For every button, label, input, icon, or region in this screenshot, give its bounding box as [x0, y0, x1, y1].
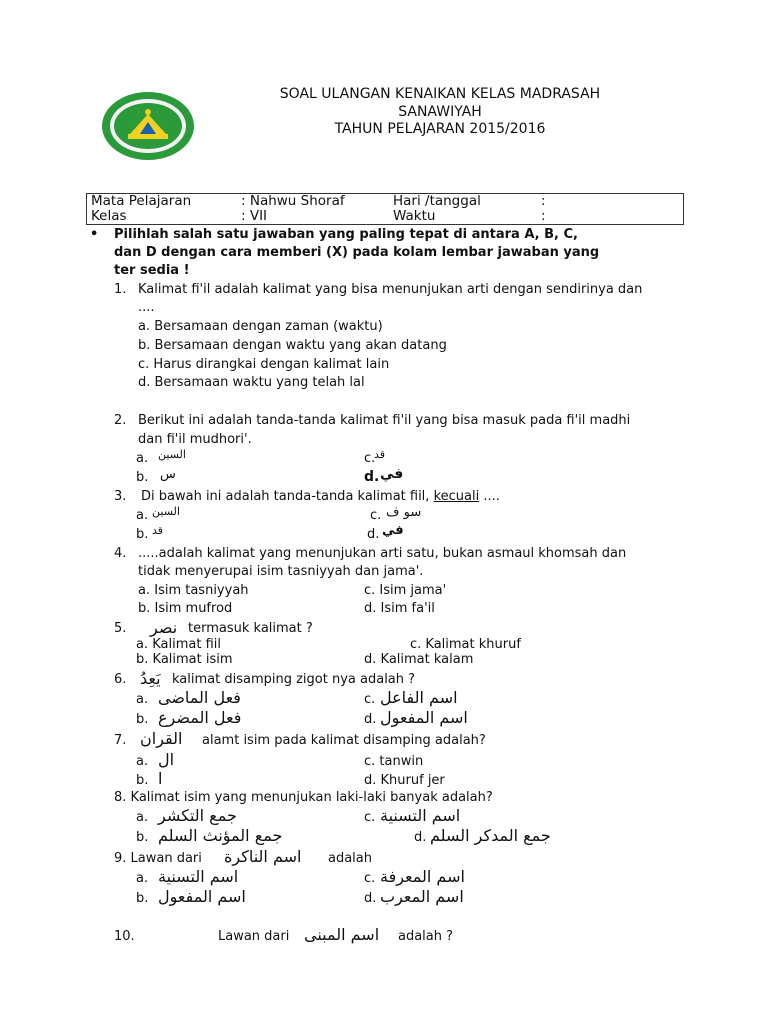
- instruction-line-2: dan D dengan cara memberi (X) pada kolam lembar jawaban yang: [114, 245, 600, 260]
- q6-option-c-arabic: اسم الفاعل: [380, 688, 458, 707]
- q3-option-c-label: c.: [370, 508, 382, 523]
- q3-text-kecuali: kecuali: [433, 489, 480, 504]
- q7-option-a-arabic: ال: [158, 750, 175, 769]
- q8-option-a-arabic: جمع التكشر: [158, 806, 237, 825]
- q8-option-a-label: a.: [136, 810, 149, 825]
- q6-option-b-label: b.: [136, 712, 149, 727]
- kelas-label: Kelas: [91, 208, 127, 224]
- q8-option-c-label: c.: [364, 810, 376, 825]
- q3-text-post: ....: [483, 489, 500, 504]
- q7-number: 7.: [114, 733, 127, 748]
- q3-option-b-label: b.: [136, 527, 149, 542]
- q1-option-c: c. Harus dirangkai dengan kalimat lain: [138, 357, 390, 372]
- q9-option-d-label: d.: [364, 891, 377, 906]
- mapel-label: Mata Pelajaran: [91, 193, 192, 209]
- q2-option-c-label: c.: [364, 451, 376, 466]
- q2-text-2: dan fi'il mudhori'.: [138, 432, 252, 447]
- q2-option-a-label: a.: [136, 451, 149, 466]
- kelas-value: : VII: [241, 208, 268, 224]
- q5-text: termasuk kalimat ?: [188, 621, 313, 636]
- q1-option-d: d. Bersamaan waktu yang telah lal: [138, 375, 365, 390]
- q9-option-c-label: c.: [364, 871, 376, 886]
- q5-arabic: نصر: [150, 618, 178, 637]
- q4-option-a: a. Isim tasniyyah: [138, 583, 249, 598]
- q2-option-c-arabic: قد: [374, 448, 386, 461]
- q4-option-d: d. Isim fa'il: [364, 601, 435, 616]
- q4-option-c: c. Isim jama': [364, 583, 447, 598]
- q4-text-2: tidak menyerupai isim tasniyyah dan jama'.: [138, 564, 424, 579]
- q7-option-d: d. Khuruf jer: [364, 773, 445, 788]
- q8-option-c-arabic: اسم التسنية: [380, 806, 461, 825]
- hari-value: :: [541, 193, 546, 209]
- q6-option-c-label: c.: [364, 692, 376, 707]
- q4-text-1: .....adalah kalimat yang menunjukan arti satu, bukan asmaul khomsah dan: [138, 546, 627, 561]
- q1-option-a: a. Bersamaan dengan zaman (waktu): [138, 319, 383, 334]
- q3-number: 3.: [114, 489, 127, 504]
- q3-option-b-arabic: قد: [152, 524, 164, 537]
- q5-option-b: b. Kalimat isim: [136, 652, 233, 667]
- q8-option-b-label: b.: [136, 830, 149, 845]
- q2-option-a-arabic: السين: [158, 448, 186, 461]
- q7-arabic: القران: [140, 729, 183, 748]
- q9-text-post: adalah: [328, 851, 373, 866]
- q2-option-b-label: b.: [136, 470, 149, 485]
- q1-text-2: ....: [138, 300, 155, 315]
- q1-text-1: Kalimat fi'il adalah kalimat yang bisa menunjukan arti dengan sendirinya dan: [138, 282, 643, 297]
- q6-option-b-arabic: فعل المضرع: [158, 708, 242, 727]
- q4-option-b: b. Isim mufrod: [138, 601, 233, 616]
- instruction-line-3: ter sedia !: [114, 263, 190, 278]
- q2-option-d-arabic: في: [380, 466, 404, 482]
- q2-option-d-label: d.: [364, 469, 380, 485]
- q10-number: 10.: [114, 929, 135, 944]
- q7-option-b-arabic: ا: [158, 769, 163, 788]
- q9-option-a-label: a.: [136, 871, 149, 886]
- q5-option-c: c. Kalimat khuruf: [410, 637, 521, 652]
- q6-number: 6.: [114, 672, 127, 687]
- q6-text: kalimat disamping zigot nya adalah ?: [172, 672, 416, 687]
- hari-label: Hari /tanggal: [393, 193, 481, 209]
- mapel-value: : Nahwu Shoraf: [241, 193, 345, 209]
- q8-option-b-arabic: جمع المؤنث السلم: [158, 826, 283, 845]
- q3-text-pre: Di bawah ini adalah tanda-tanda kalimat fiil,: [141, 489, 430, 504]
- waktu-value: :: [541, 208, 546, 224]
- q9-arabic: اسم الناكرة: [224, 847, 302, 866]
- title-line-1: SOAL ULANGAN KENAIKAN KELAS MADRASAH: [279, 86, 601, 102]
- q5-option-a: a. Kalimat fiil: [136, 637, 221, 652]
- q1-option-b: b. Bersamaan dengan waktu yang akan datang: [138, 338, 447, 353]
- instruction-line-1: Pilihlah salah satu jawaban yang paling tepat di antara A, B, C,: [114, 227, 578, 242]
- q6-option-d-label: d.: [364, 712, 377, 727]
- title-line-3: TAHUN PELAJARAN 2015/2016: [334, 121, 546, 137]
- q6-option-d-arabic: اسم المفعول: [380, 708, 468, 727]
- q2-option-b-arabic: س: [160, 467, 176, 482]
- q3-option-d-label: d.: [367, 527, 380, 542]
- q9-option-d-arabic: اسم المعرب: [380, 887, 464, 906]
- q6-option-a-label: a.: [136, 692, 149, 707]
- q7-option-b-label: b.: [136, 773, 149, 788]
- q7-text: alamt isim pada kalimat disamping adalah?: [202, 733, 486, 748]
- q3-option-a-label: a.: [136, 508, 149, 523]
- q7-option-a-label: a.: [136, 754, 149, 769]
- q2-number: 2.: [114, 413, 127, 428]
- q9-option-c-arabic: اسم المعرفة: [380, 867, 465, 886]
- q3-option-a-arabic: السين: [152, 505, 180, 518]
- q9-option-b-label: b.: [136, 891, 149, 906]
- q10-text-pre: Lawan dari: [218, 929, 290, 944]
- q9-option-b-arabic: اسم المفعول: [158, 887, 246, 906]
- q3-option-c-arabic: سو ف: [386, 505, 422, 520]
- q9-text-pre: 9. Lawan dari: [114, 851, 202, 866]
- q3-option-d-arabic: في: [382, 523, 404, 538]
- q5-number: 5.: [114, 621, 127, 636]
- subject-info-box: [86, 193, 684, 225]
- q6-option-a-arabic: فعل الماضى: [158, 688, 241, 707]
- q4-number: 4.: [114, 546, 127, 561]
- q5-option-d: d. Kalimat kalam: [364, 652, 474, 667]
- q8-option-d-label: d.: [414, 830, 427, 845]
- q9-option-a-arabic: اسم التسنية: [158, 867, 239, 886]
- title-line-2: SANAWIYAH: [398, 104, 482, 120]
- q2-text-1: Berikut ini adalah tanda-tanda kalimat fi'il yang bisa masuk pada fi'il madhi: [138, 413, 631, 428]
- q7-option-c: c. tanwin: [364, 754, 424, 769]
- instruction-bullet: •: [90, 227, 99, 242]
- waktu-label: Waktu: [393, 208, 436, 224]
- q8-option-d-arabic: جمع المدكر السلم: [430, 826, 551, 845]
- q10-text-post: adalah ?: [398, 929, 454, 944]
- q8-text: 8. Kalimat isim yang menunjukan laki-laki banyak adalah?: [114, 790, 493, 805]
- q10-arabic: اسم المبنى: [304, 925, 380, 944]
- q3-text: [141, 489, 500, 504]
- q1-number: 1.: [114, 282, 127, 297]
- q6-arabic: يَعِدُ: [140, 669, 161, 688]
